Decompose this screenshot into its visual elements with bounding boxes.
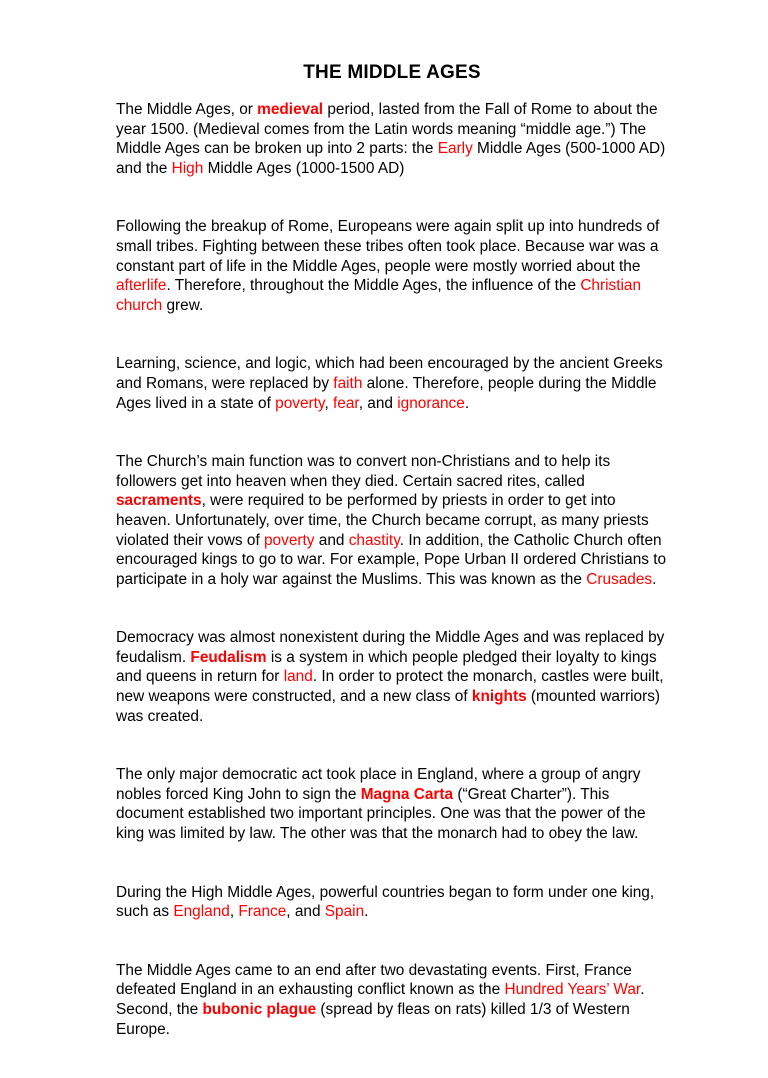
highlighted-term: faith (333, 374, 363, 392)
paragraph (116, 961, 668, 1039)
highlighted-term: Crusades (586, 570, 653, 588)
key-term: bubonic plague (202, 1001, 317, 1018)
highlighted-term: ignorance (397, 394, 465, 412)
text-run: and (314, 531, 349, 549)
text-run: , were required to be performed by priests in order to get into heaven. Unfortunately, over time, the Church became corrupt, as many priests violated their vows of (116, 492, 649, 549)
text-run: During the High Middle Ages, powerful countries began to form under one king, such as (116, 883, 655, 921)
text-run: grew. (162, 296, 204, 314)
text-run: The Middle Ages came to an end after two devastating events. First, France defeated England in an exhausting conflict known as the (116, 961, 632, 999)
highlighted-term: Hundred Years’ War (504, 981, 641, 999)
key-term: knights (471, 688, 527, 706)
highlighted-term: England (173, 903, 230, 921)
text-run: , (324, 394, 334, 412)
text-run: Democracy was almost nonexistent during the Middle Ages and was replaced by feudalism. (116, 629, 665, 666)
text-run: , and (358, 394, 398, 412)
document-body (116, 100, 668, 1039)
highlighted-term: Early (437, 140, 473, 158)
highlighted-term: poverty (275, 394, 325, 412)
highlighted-term: land (283, 668, 313, 686)
text-run: . (364, 903, 369, 921)
text-run: period, lasted from the Fall of Rome to about the year 1500. (Medieval comes from the Latin words meaning “middle age.”) The Middle Ages can be broken up into 2 parts: the (116, 101, 658, 158)
text-run: The Church’s main function was to convert non-Christians and to help its followers get into heaven when they died. Certain sacred rites, called (116, 453, 611, 490)
text-run: Following the breakup of Rome, Europeans were again split up into hundreds of small tribes. Fighting between these tribes often took place. Because war was a constant part of life in the Middle Ages, people were mostly worried about the (116, 218, 660, 275)
page-title: THE MIDDLE AGES (303, 62, 481, 83)
text-run: . In addition, the Catholic Church often encouraged kings to go to war. For example, Pope Urban II ordered Christians to participate in a holy war against the Muslims. This was known as the (116, 531, 667, 588)
text-run: . (464, 394, 470, 412)
text-run: The Middle Ages, or (116, 101, 258, 118)
paragraph (116, 452, 668, 589)
highlighted-term: poverty (264, 531, 315, 549)
key-term: medieval (257, 101, 324, 118)
text-run: (mounted warriors) was created. (116, 688, 661, 725)
highlighted-term: Christian church (116, 277, 642, 314)
document-page (116, 62, 668, 1078)
highlighted-term: fear (333, 394, 359, 412)
key-term: Feudalism (190, 648, 267, 666)
text-run: . Therefore, throughout the Middle Ages, the influence of the (166, 277, 581, 295)
highlighted-term: France (238, 903, 287, 921)
text-run: (spread by fleas on rats) killed 1/3 of Western Europe. (116, 1001, 630, 1038)
paragraph (116, 883, 668, 922)
paragraph (116, 100, 668, 178)
text-run: Middle Ages (1000-1500 AD) (203, 159, 405, 177)
text-run: Middle Ages (500-1000 AD) and the (116, 140, 666, 177)
highlighted-term: High (171, 159, 204, 177)
paragraph (116, 628, 668, 726)
key-term: sacraments (116, 492, 202, 510)
text-run: . (652, 570, 657, 588)
paragraph (116, 354, 668, 413)
text-run: , and (286, 903, 325, 921)
paragraph (116, 217, 668, 315)
text-run: is a system in which people pledged their loyalty to kings and queens in return for (116, 648, 657, 686)
text-run: , (229, 903, 239, 921)
text-run: (“Great Charter”). This document established two important principles. One was that the power of the king was limited by law. The other was that the monarch had to obey the law. (116, 785, 646, 843)
text-run: The only major democratic act took place in England, where a group of angry nobles forced King John to sign the (116, 766, 641, 803)
text-run: . Second, the (116, 981, 645, 1018)
text-run: . In order to protect the monarch, castles were built, new weapons were constructed, and a new class of (116, 668, 664, 706)
paragraph (116, 765, 668, 843)
text-run: Learning, science, and logic, which had been encouraged by the ancient Greeks and Romans, were replaced by (116, 355, 663, 392)
highlighted-term: Spain (324, 903, 365, 921)
key-term: Magna Carta (360, 785, 454, 803)
highlighted-term: afterlife (116, 277, 167, 295)
text-run: alone. Therefore, people during the Middle Ages lived in a state of (116, 374, 657, 412)
highlighted-term: chastity (348, 531, 400, 549)
